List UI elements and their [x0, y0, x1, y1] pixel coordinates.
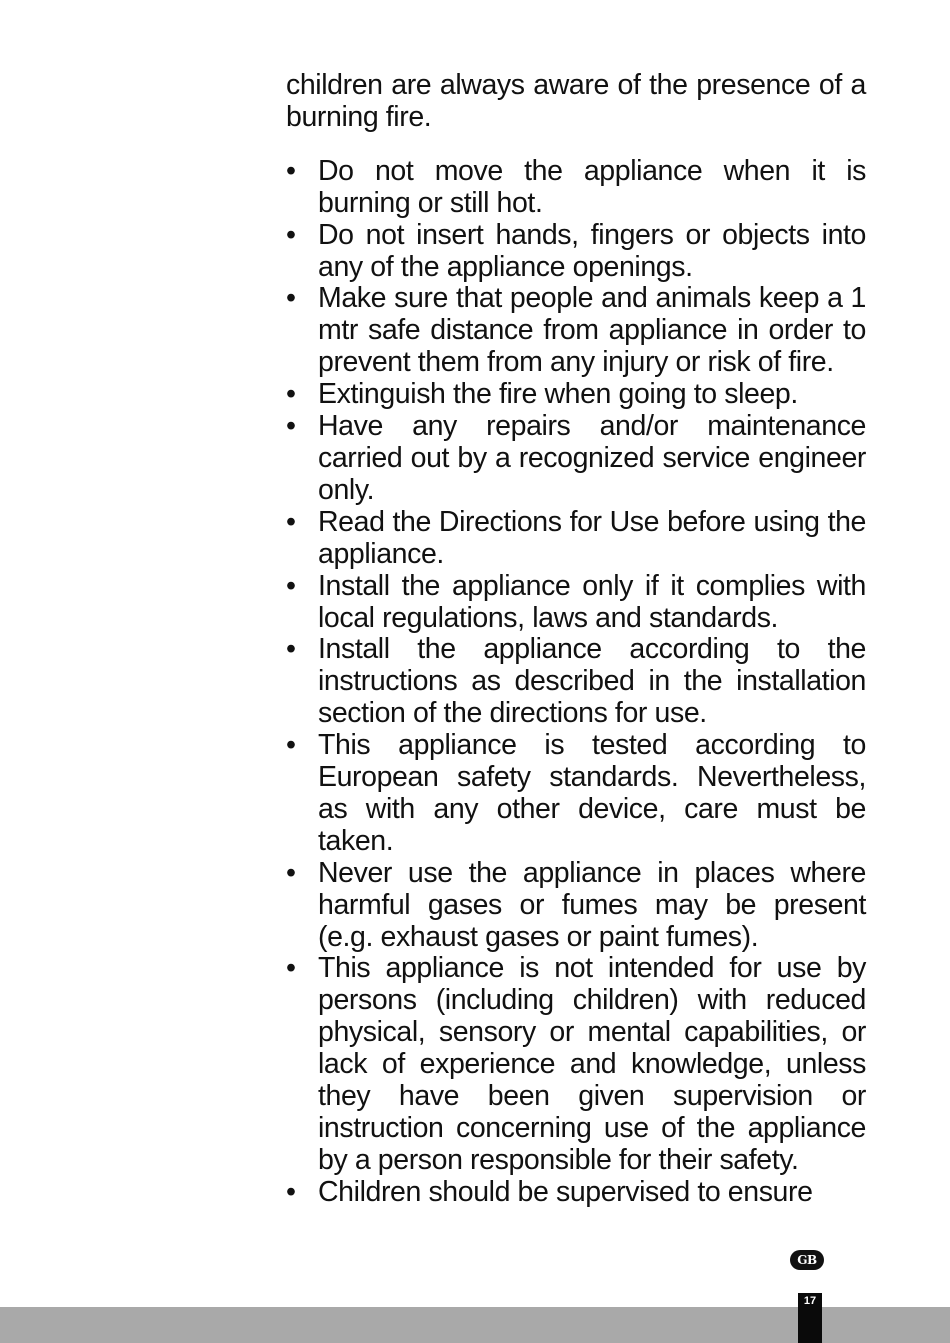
bullet-text: Children should be supervised to ensure [318, 1175, 813, 1208]
bullet-dot-icon: • [286, 569, 296, 602]
bullet-item [286, 858, 866, 954]
bullet-dot-icon: • [286, 378, 296, 411]
bullet-text: This appliance is tested according to European safety standards. Nevertheless, as with any other device, care must be taken. [318, 729, 866, 857]
bullet-text: Read the Directions for Use before using the appliance. [318, 505, 866, 570]
bullet-text: Do not insert hands, fingers or objects into any of the appliance openings. [318, 218, 866, 283]
bullet-text: Make sure that people and animals keep a 1 mtr safe distance from appliance in order to prevent them from any injury or risk of fire. [318, 282, 866, 379]
bullet-dot-icon: • [286, 410, 296, 443]
page-number-tab [798, 1293, 822, 1343]
bullet-item [286, 634, 866, 730]
bullet-dot-icon: • [286, 729, 296, 762]
bullet-item [286, 379, 866, 411]
document-body [286, 70, 866, 1209]
bullet-item [286, 411, 866, 507]
bullet-dot-icon: • [286, 1175, 296, 1208]
safety-bullet-list [286, 156, 866, 1209]
bullet-item [286, 730, 866, 858]
bullet-item [286, 156, 866, 220]
bullet-text: Extinguish the fire when going to sleep. [318, 378, 798, 411]
bullet-text: Never use the appliance in places where harmful gases or fumes may be present (e.g. exhaust gases or paint fumes). [318, 856, 866, 953]
language-badge: GB [790, 1250, 824, 1270]
bullet-text: Have any repairs and/or maintenance carried out by a recognized service engineer only. [318, 410, 866, 506]
bullet-text: Install the appliance according to the instructions as described in the installation section of the directions for use. [318, 633, 866, 730]
intro-paragraph: children are always aware of the presence of a burning fire. [286, 69, 866, 133]
bullet-dot-icon: • [286, 633, 296, 666]
bullet-dot-icon: • [286, 218, 296, 251]
bullet-dot-icon: • [286, 282, 296, 315]
bullet-item [286, 507, 866, 571]
bullet-dot-icon: • [286, 856, 296, 889]
bullet-item [286, 283, 866, 379]
bullet-item [286, 571, 866, 635]
page-number: 17 [803, 1295, 817, 1307]
bullet-dot-icon: • [286, 154, 296, 187]
bullet-item [286, 1177, 866, 1209]
bullet-text: Install the appliance only if it complies with local regulations, laws and standards. [318, 569, 866, 634]
bullet-text: This appliance is not intended for use by persons (including children) with reduced physical, sensory or mental capabilities, or lack of experience and knowledge, unless they have been given supervision or instruction concerning use of the appliance by a person responsible for their safety. [318, 952, 866, 1176]
bullet-item [286, 220, 866, 284]
bullet-dot-icon: • [286, 505, 296, 538]
bullet-item [286, 953, 866, 1176]
bullet-text: Do not move the appliance when it is burning or still hot. [318, 154, 866, 219]
bullet-dot-icon: • [286, 952, 296, 985]
